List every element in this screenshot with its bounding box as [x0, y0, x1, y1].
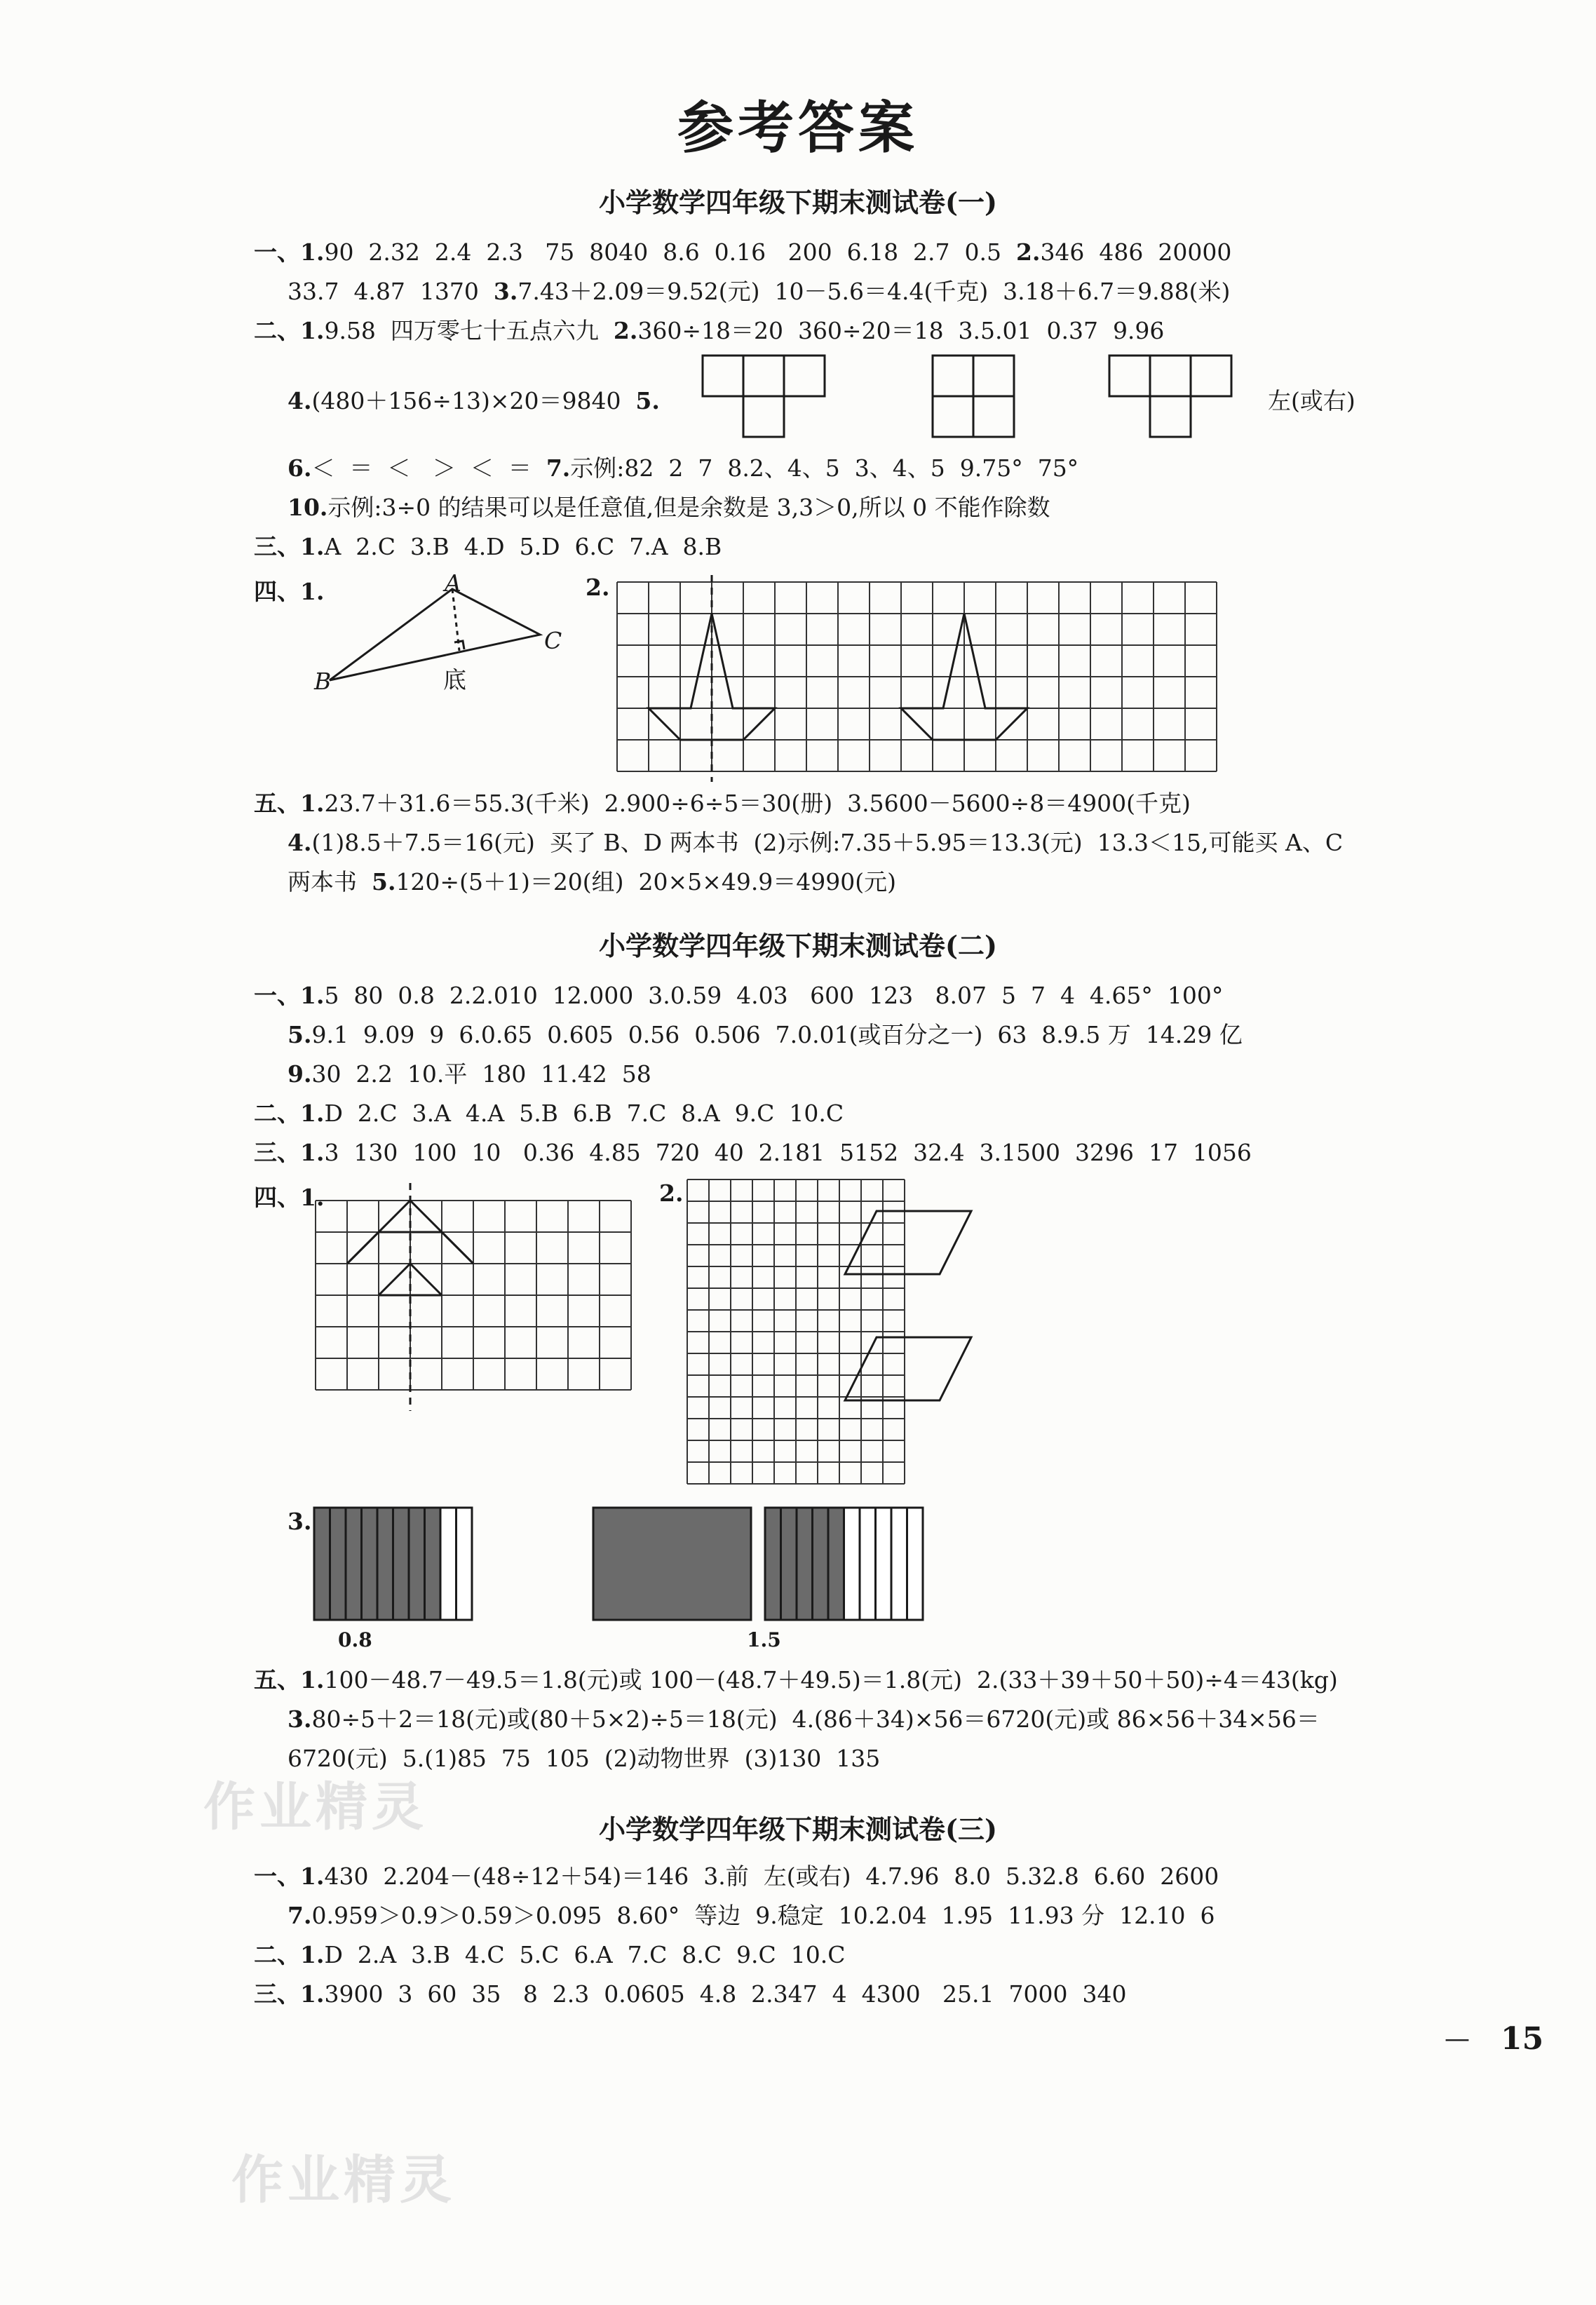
triangle-C: C [544, 627, 562, 654]
model-strip [828, 1508, 844, 1620]
test2-q3-label: 3. [288, 1508, 312, 1535]
grid-figure-2 [316, 1201, 645, 1411]
test1-heading: 小学数学四年级下期末测试卷(一) [599, 187, 997, 218]
triangle-base-label: 底 [443, 666, 466, 694]
test3-heading: 小学数学四年级下期末测试卷(三) [599, 1813, 997, 1845]
model-strip [876, 1508, 892, 1620]
model-value-1: 0.8 [338, 1628, 372, 1651]
page-dash: — [1445, 2025, 1470, 2053]
model-strip [860, 1508, 876, 1620]
test2-line-4: 二、1.D 2.C 3.A 4.A 5.B 6.B 7.C 8.A 9.C 10.C [254, 1100, 844, 1127]
test2-line-5: 三、1.3 130 100 10 0.36 4.85 720 40 2.181 5152 32.4 3.1500 3296 17 1056 [254, 1139, 1252, 1166]
test2-line-3: 9.30 2.2 10.平 180 11.42 58 [288, 1060, 651, 1088]
view-shape-3 [1108, 354, 1248, 442]
test1-line-2: 33.7 4.87 1370 3.7.43＋2.09＝9.52(元) 10－5.6＝4.4(千克) 3.18＋6.7＝9.88(米) [288, 278, 1231, 305]
test3-line-4: 三、1.3900 3 60 35 8 2.3 0.0605 4.8 2.347 4 4300 25.1 7000 340 [254, 1980, 1127, 2008]
model-value-2: 1.5 [747, 1628, 781, 1651]
test1-line-5: 6.＜ ＝ ＜ ＞ ＜ ＝ 7.示例:82 2 7 8.2、4、5 3、4、5 9.75° 75° [288, 454, 1079, 482]
test2-sec4-label: 四、1. [254, 1184, 325, 1211]
test1-line-7: 三、1.A 2.C 3.B 4.D 5.D 6.C 7.A 8.B [254, 533, 722, 560]
test2-q2-label: 2. [659, 1179, 684, 1207]
model-strip [440, 1508, 457, 1620]
model-strip [362, 1508, 378, 1620]
page-number: 15 [1501, 2021, 1544, 2057]
test3-line-2: 7.0.959＞0.9＞0.59＞0.095 8.60° 等边 9.稳定 10.2.04 1.95 11.93 分 12.10 6 [288, 1902, 1215, 1929]
test1-line-3: 二、1.9.58 四万零七十五点六九 2.360÷18＝20 360÷20＝18 3.5.01 0.37 9.96 [254, 317, 1165, 344]
grid-figure-3 [687, 1179, 1038, 1495]
test1-line-8: 五、1.23.7＋31.6＝55.3(千米) 2.900÷6÷5＝30(册) 3.5600－5600÷8＝4900(千克) [254, 790, 1191, 817]
triangle-A: A [445, 569, 461, 597]
test2-line-7: 3.80÷5＋2＝18(元)或(80＋5×2)÷5＝18(元) 4.(86＋34)×56＝6720(元)或 86×56＋34×56＝ [288, 1705, 1320, 1733]
test1-sec4-label: 四、1. [254, 578, 325, 605]
model-strip [797, 1508, 813, 1620]
test2-line-1: 一、1.5 80 0.8 2.2.010 12.000 3.0.59 4.03 600 123 8.07 5 7 4 4.65° 100° [254, 982, 1224, 1009]
test1-line-4: 4.(480＋156÷13)×20＝9840 5. [288, 387, 660, 414]
test2-line-2: 5.9.1 9.09 9 6.0.65 0.605 0.56 0.506 7.0.01(或百分之一) 63 8.9.5 万 14.29 亿 [288, 1021, 1243, 1048]
grid-figure-1 [617, 582, 1220, 778]
model-strip [314, 1508, 330, 1620]
view-note: 左(或右) [1268, 387, 1355, 414]
model-strip [457, 1508, 473, 1620]
test1-line-6: 10.示例:3÷0 的结果可以是任意值,但是余数是 3,3＞0,所以 0 不能作除数 [288, 494, 1050, 521]
model-strip [346, 1508, 362, 1620]
decimal-model-figure [314, 1508, 945, 1627]
model-strip [330, 1508, 346, 1620]
model-strip [377, 1508, 393, 1620]
test1-q2-label: 2. [586, 574, 610, 601]
watermark-1: 作业精灵 [203, 1777, 428, 1837]
test2-line-8: 6720(元) 5.(1)85 75 105 (2)动物世界 (3)130 135 [288, 1745, 881, 1772]
test3-line-3: 二、1.D 2.A 3.B 4.C 5.C 6.A 7.C 8.C 9.C 10.C [254, 1941, 846, 1968]
watermark-2: 作业精灵 [231, 2150, 456, 2210]
triangle-B: B [314, 668, 332, 695]
test1-line-9: 4.(1)8.5＋7.5＝16(元) 买了 B、D 两本书 (2)示例:7.35＋5.95＝13.3(元) 13.3＜15,可能买 A、C [288, 829, 1344, 856]
test2-heading: 小学数学四年级下期末测试卷(二) [599, 930, 997, 961]
model-strip [409, 1508, 425, 1620]
test1-line-1: 一、1.90 2.32 2.4 2.3 75 8040 8.6 0.16 200 6.18 2.7 0.5 2.346 486 20000 [254, 238, 1232, 266]
model-strip [425, 1508, 441, 1620]
test1-line-10: 两本书 5.120÷(5＋1)＝20(组) 20×5×49.9＝4990(元) [288, 868, 897, 895]
model-strip [393, 1508, 410, 1620]
page-title: 参考答案 [677, 95, 919, 161]
model-strip [765, 1508, 781, 1620]
model-strip [813, 1508, 829, 1620]
view-shape-2 [931, 354, 1022, 442]
test2-line-6: 五、1.100－48.7－49.5＝1.8(元)或 100－(48.7＋49.5)＝1.8(元) 2.(33＋39＋50＋50)÷4＝43(kg) [254, 1666, 1338, 1694]
model-strip [781, 1508, 797, 1620]
view-shape-1 [701, 354, 841, 442]
test3-line-1: 一、1.430 2.204－(48÷12＋54)＝146 3.前 左(或右) 4.7.96 8.0 5.32.8 6.60 2600 [254, 1863, 1219, 1890]
model-strip [907, 1508, 924, 1620]
model-strip [891, 1508, 907, 1620]
model-strip [844, 1508, 860, 1620]
